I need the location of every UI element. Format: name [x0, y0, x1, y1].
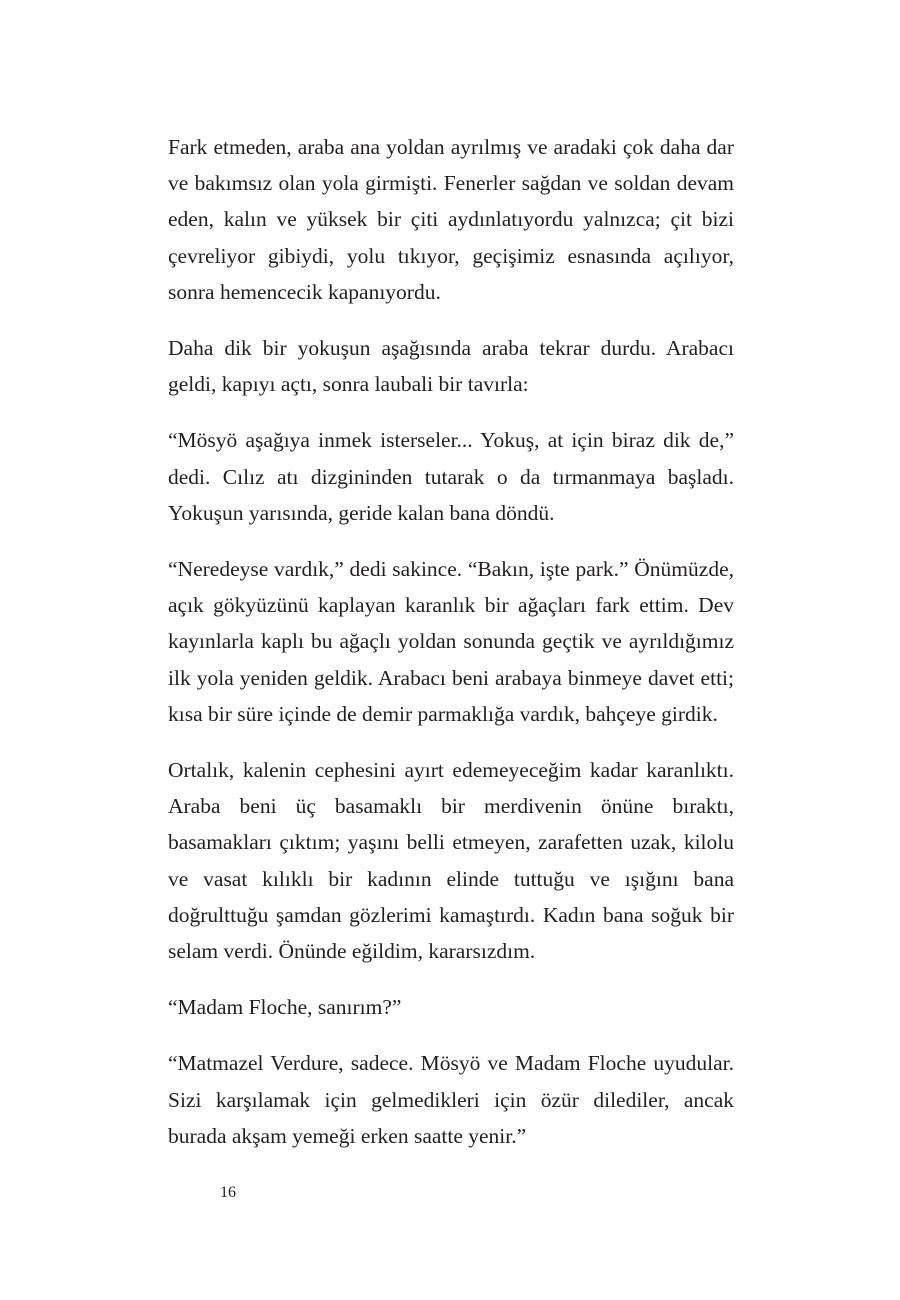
paragraph: “Madam Floche, sanırım?”	[168, 995, 402, 1020]
page-number: 16	[220, 1184, 236, 1201]
paragraph: Ortalık, kalenin cephesini ayırt edemeyeceğim kadar karanlıktı. Araba beni üç basamaklı bir merdivenin önüne bıraktı, basamakları çıktım; yaşını belli etmeyen, zarafetten uzak, kilolu ve vasat kılıklı bir kadının elinde tuttuğu ve ışığını bana doğrulttuğu şamdan gözlerimi kamaştırdı. Kadın bana soğuk bir selam verdi. Önünde eğildim, kararsızdım.	[168, 758, 734, 964]
body-text	[168, 129, 734, 1174]
paragraph: Daha dik bir yokuşun aşağısında araba tekrar durdu. Arabacı geldi, kapıyı açtı, sonra laubali bir tavırla:	[168, 336, 734, 397]
paragraph: “Neredeyse vardık,” dedi sakince. “Bakın, işte park.” Önümüzde, açık gökyüzünü kaplayan karanlık bir ağaçları fark ettim. Dev kayınlarla kaplı bu ağaçlı yoldan sonunda geçtik ve ayrıldığımız ilk yola yeniden geldik. Arabacı beni arabaya binmeye davet etti; kısa bir süre içinde de demir parmaklığa vardık, bahçeye girdik.	[168, 557, 734, 726]
paragraph: “Matmazel Verdure, sadece. Mösyö ve Madam Floche uyudular. Sizi karşılamak için gelmedikleri için özür dilediler, ancak burada akşam yemeği erken saatte yenir.”	[168, 1051, 734, 1148]
paragraph: “Mösyö aşağıya inmek isterseler... Yokuş, at için biraz dik de,” dedi. Cılız atı dizgininden tutarak o da tırmanmaya başladı. Yokuşun yarısında, geride kalan bana döndü.	[168, 428, 734, 525]
paragraph: Fark etmeden, araba ana yoldan ayrılmış ve aradaki çok daha dar ve bakımsız olan yola girmişti. Fenerler sağdan ve soldan devam eden, kalın ve yüksek bir çiti aydınlatıyordu yalnızca; çit bizi çevreliyor gibiydi, yolu tıkıyor, geçişimiz esnasında açılıyor, sonra hemencecik kapanıyordu.	[168, 135, 734, 304]
